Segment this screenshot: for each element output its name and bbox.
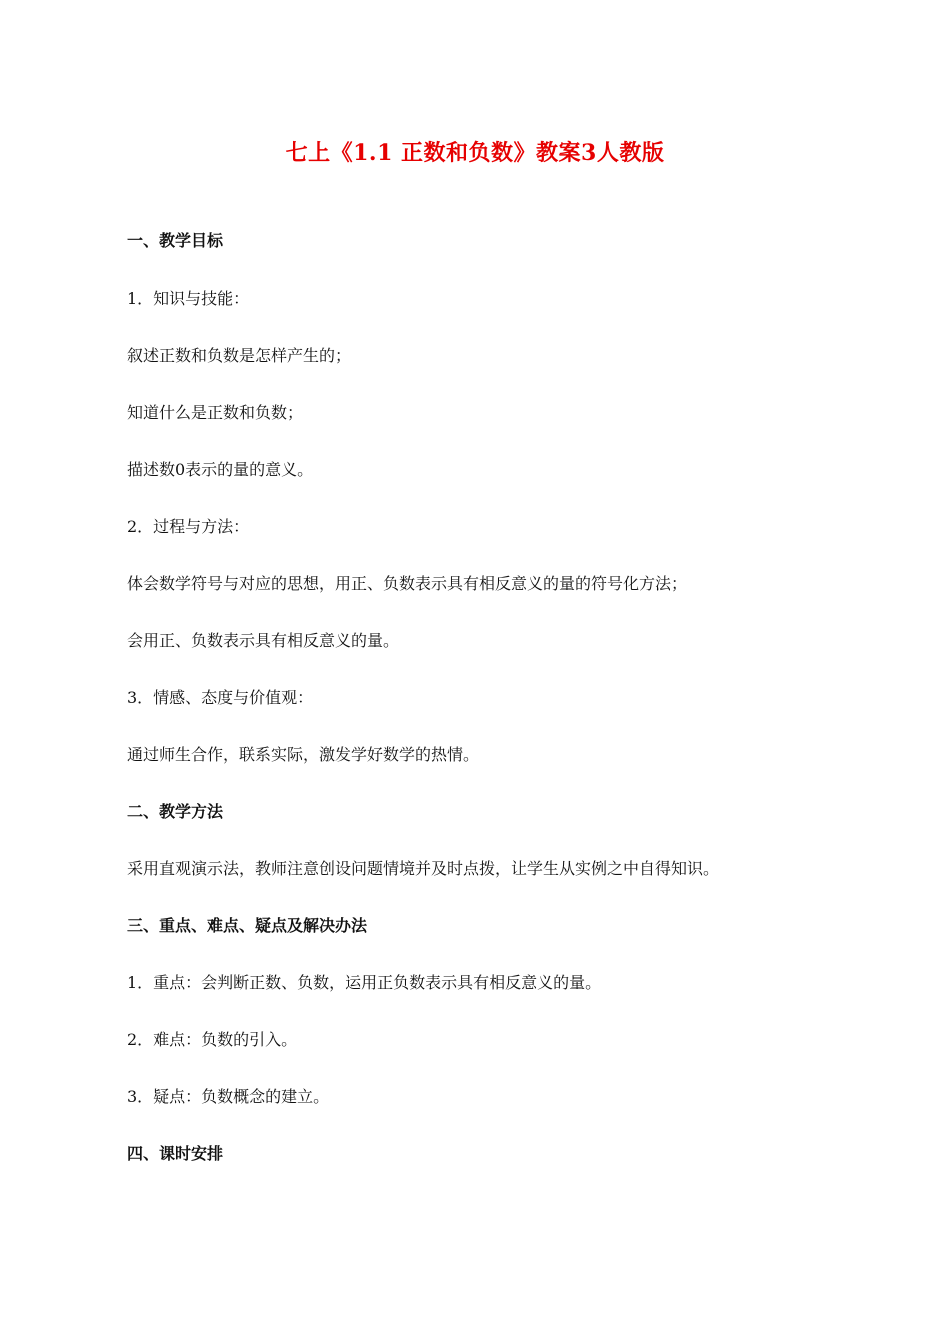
list-item: 1．重点：会判断正数、负数，运用正负数表示具有相反意义的量。 [127,973,602,992]
subheading-emotions-values: 3．情感、态度与价值观： [127,688,314,707]
section-heading-schedule: 四、课时安排 [127,1144,224,1163]
document-title: 七上《1.1 正数和负数》教案3人教版 [285,140,665,166]
paragraph: 描述数0表示的量的意义。 [127,460,314,479]
subheading-process-methods: 2．过程与方法： [127,517,250,536]
paragraph: 通过师生合作，联系实际，激发学好数学的热情。 [127,745,480,764]
paragraph: 体会数学符号与对应的思想，用正、负数表示具有相反意义的量的符号化方法； [127,574,688,593]
section-heading-key-points: 三、重点、难点、疑点及解决办法 [127,916,368,935]
subheading-knowledge-skills: 1．知识与技能： [127,289,250,308]
section-heading-methods: 二、教学方法 [127,802,224,821]
paragraph: 叙述正数和负数是怎样产生的； [127,346,352,365]
paragraph: 知道什么是正数和负数； [127,403,304,422]
list-item: 2．难点：负数的引入。 [127,1030,298,1049]
section-heading-objectives: 一、教学目标 [127,231,224,250]
list-item: 3．疑点：负数概念的建立。 [127,1087,330,1106]
paragraph: 采用直观演示法，教师注意创设问题情境并及时点拨，让学生从实例之中自得知识。 [127,859,720,878]
paragraph: 会用正、负数表示具有相反意义的量。 [127,631,400,650]
